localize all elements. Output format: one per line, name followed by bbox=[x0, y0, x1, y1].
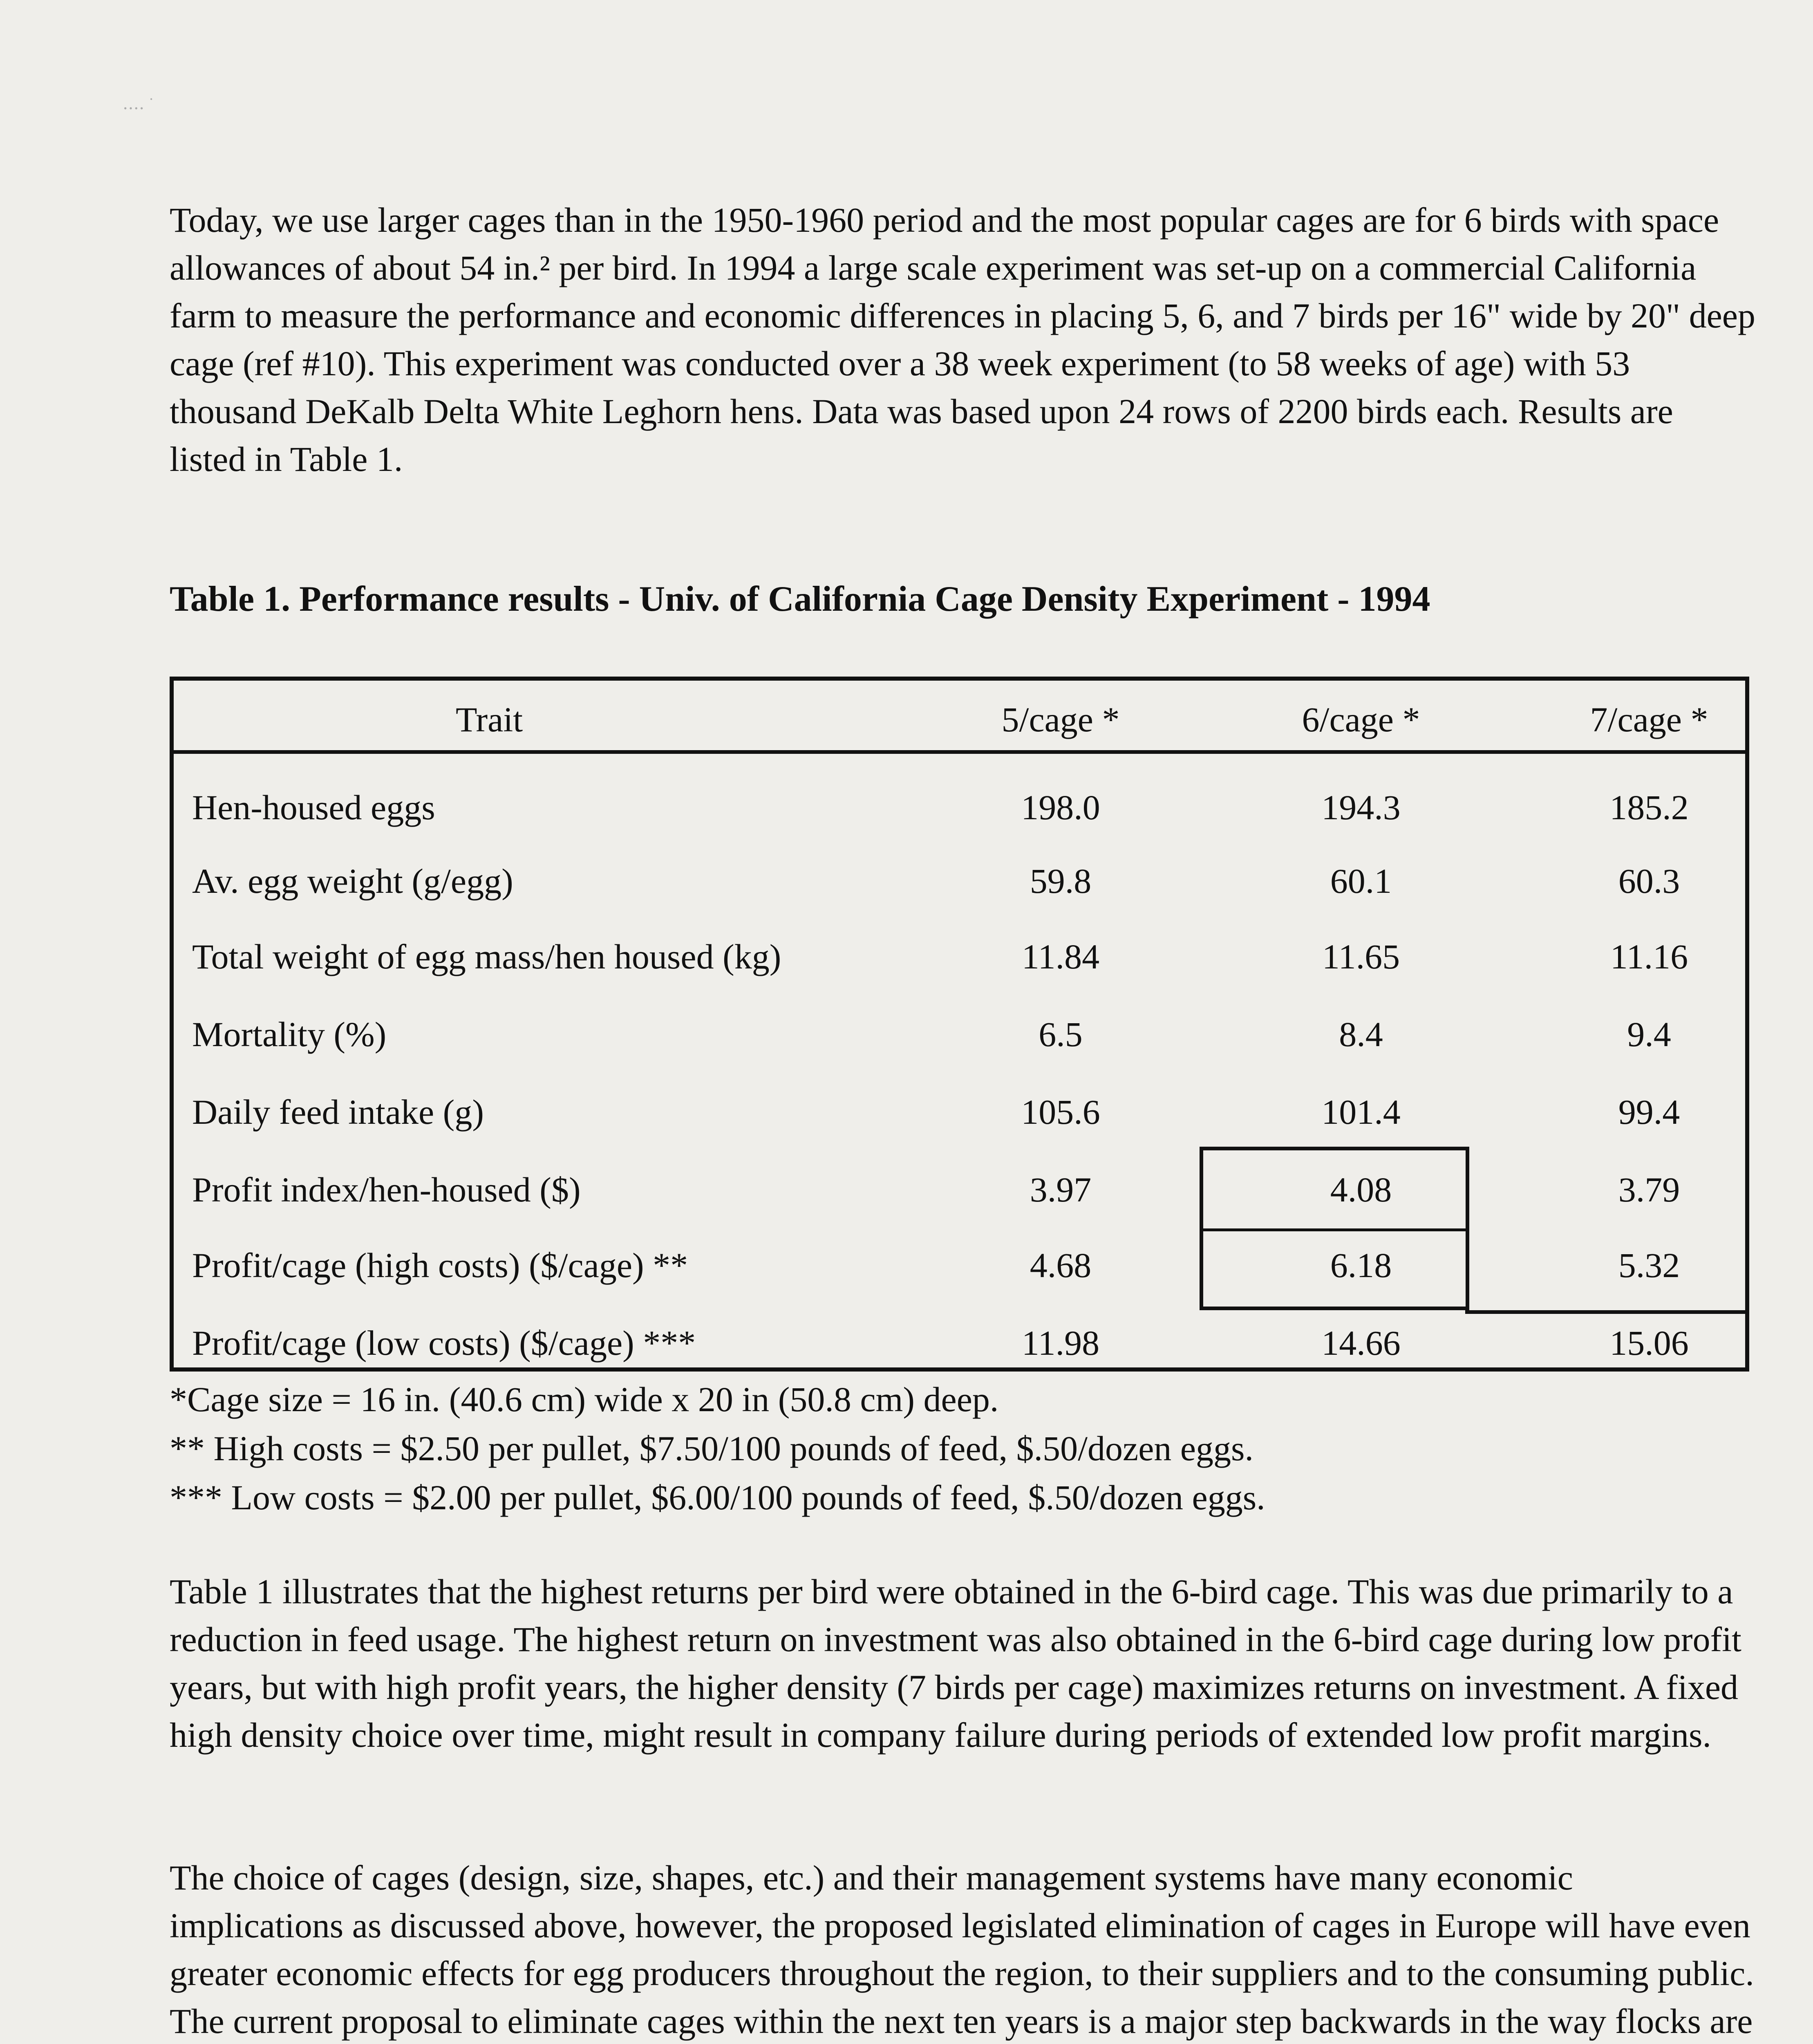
row-trait: Profit/cage (high costs) ($/cage) ** bbox=[192, 1246, 688, 1285]
header-7-cage: 7/cage * bbox=[1590, 700, 1708, 739]
header-5-cage: 5/cage * bbox=[1001, 700, 1120, 739]
row-value-5: 105.6 bbox=[1021, 1092, 1100, 1132]
row-value-7: 185.2 bbox=[1609, 788, 1689, 827]
performance-table bbox=[170, 677, 1749, 1372]
row-value-5: 3.97 bbox=[1030, 1170, 1092, 1209]
row-value-5: 11.84 bbox=[1021, 937, 1100, 976]
header-divider bbox=[174, 750, 1745, 754]
header-6-cage: 6/cage * bbox=[1302, 700, 1420, 739]
footnote-low-costs: *** Low costs = $2.00 per pullet, $6.00/100 pounds of feed, $.50/dozen eggs. bbox=[170, 1478, 1265, 1517]
row-trait: Daily feed intake (g) bbox=[192, 1092, 484, 1132]
highlight-rule-7-cage bbox=[1465, 1310, 1745, 1314]
row-value-6: 4.08 bbox=[1330, 1170, 1392, 1209]
row-value-6: 60.1 bbox=[1330, 861, 1392, 901]
row-value-6: 6.18 bbox=[1330, 1246, 1392, 1285]
row-value-6: 11.65 bbox=[1322, 937, 1400, 976]
row-value-5: 11.98 bbox=[1021, 1323, 1100, 1363]
intro-paragraph: Today, we use larger cages than in the 1950-1960 period and the most popular cages are for 6 birds with space allowances of about 54 in.² per bird. In 1994 a large scale experiment was set-up on a commercial California farm to measure the performance and economic differences in placing 5, 6, and 7 birds per 16" wide by 20" deep cage (ref #10). This experiment was conducted over a 38 week experiment (to 58 weeks of age) with 53 thousand DeKalb Delta White Leghorn hens. Data was based upon 24 rows of 2200 birds each. Results are listed in Table 1. bbox=[170, 200, 1755, 479]
row-value-6: 8.4 bbox=[1339, 1015, 1383, 1054]
header-trait: Trait bbox=[456, 700, 523, 739]
table-row bbox=[174, 1245, 1745, 1290]
row-value-7: 5.32 bbox=[1618, 1246, 1680, 1285]
table-row bbox=[174, 1322, 1745, 1367]
table-title: Table 1. Performance results - Univ. of California Cage Density Experiment - 1994 bbox=[170, 579, 1430, 619]
row-value-7: 99.4 bbox=[1618, 1092, 1680, 1132]
table-row bbox=[174, 1169, 1745, 1214]
scan-artifact-mark: ‥‥ ˙ bbox=[123, 94, 154, 113]
row-value-7: 15.06 bbox=[1609, 1323, 1689, 1363]
row-value-6: 14.66 bbox=[1321, 1323, 1401, 1363]
row-value-5: 59.8 bbox=[1030, 861, 1092, 901]
table-row bbox=[174, 936, 1745, 981]
row-value-7: 3.79 bbox=[1618, 1170, 1680, 1209]
footnote-high-costs: ** High costs = $2.50 per pullet, $7.50/100 pounds of feed, $.50/dozen eggs. bbox=[170, 1429, 1254, 1468]
row-value-7: 60.3 bbox=[1618, 861, 1680, 901]
row-trait: Profit index/hen-housed ($) bbox=[192, 1170, 581, 1209]
row-value-6: 194.3 bbox=[1321, 788, 1401, 827]
row-trait: Mortality (%) bbox=[192, 1015, 387, 1054]
row-trait: Hen-housed eggs bbox=[192, 788, 435, 827]
table-row bbox=[174, 787, 1745, 832]
table-row bbox=[174, 861, 1745, 905]
table-header-row bbox=[174, 699, 1745, 744]
row-value-7: 11.16 bbox=[1610, 937, 1688, 976]
row-value-6: 101.4 bbox=[1321, 1092, 1401, 1132]
footnote-cage-size: *Cage size = 16 in. (40.6 cm) wide x 20 in (50.8 cm) deep. bbox=[170, 1380, 999, 1419]
row-value-5: 4.68 bbox=[1030, 1246, 1092, 1285]
paragraph-cage-legislation: The choice of cages (design, size, shapes, etc.) and their management systems have many economic implications as discussed above, however, the proposed legislated elimination of cages in Europe will have even greater economic effects for egg producers throughout the region, to their suppliers and to the consuming public. The current proposal to eliminate cages within the next ten years is a major step backwards in the way flocks are bbox=[170, 1858, 1754, 2041]
row-value-5: 198.0 bbox=[1021, 788, 1100, 827]
row-trait: Profit/cage (low costs) ($/cage) *** bbox=[192, 1323, 696, 1363]
row-value-5: 6.5 bbox=[1039, 1015, 1083, 1054]
table-row bbox=[174, 1091, 1745, 1136]
paragraph-table-discussion: Table 1 illustrates that the highest returns per bird were obtained in the 6-bird cage. This was due primarily to a reduction in feed usage. The highest return on investment was also obtained in the 6-bird cage during low profit years, but with high profit years, the higher density (7 birds per cage) maximizes returns on investment. A fixed high density choice over time, might result in company failure during periods of extended low profit margins. bbox=[170, 1572, 1741, 1755]
row-trait: Total weight of egg mass/hen housed (kg) bbox=[192, 937, 781, 976]
row-trait: Av. egg weight (g/egg) bbox=[192, 861, 513, 901]
row-value-7: 9.4 bbox=[1627, 1015, 1671, 1054]
highlight-divider bbox=[1200, 1228, 1469, 1231]
table-row bbox=[174, 1014, 1745, 1059]
